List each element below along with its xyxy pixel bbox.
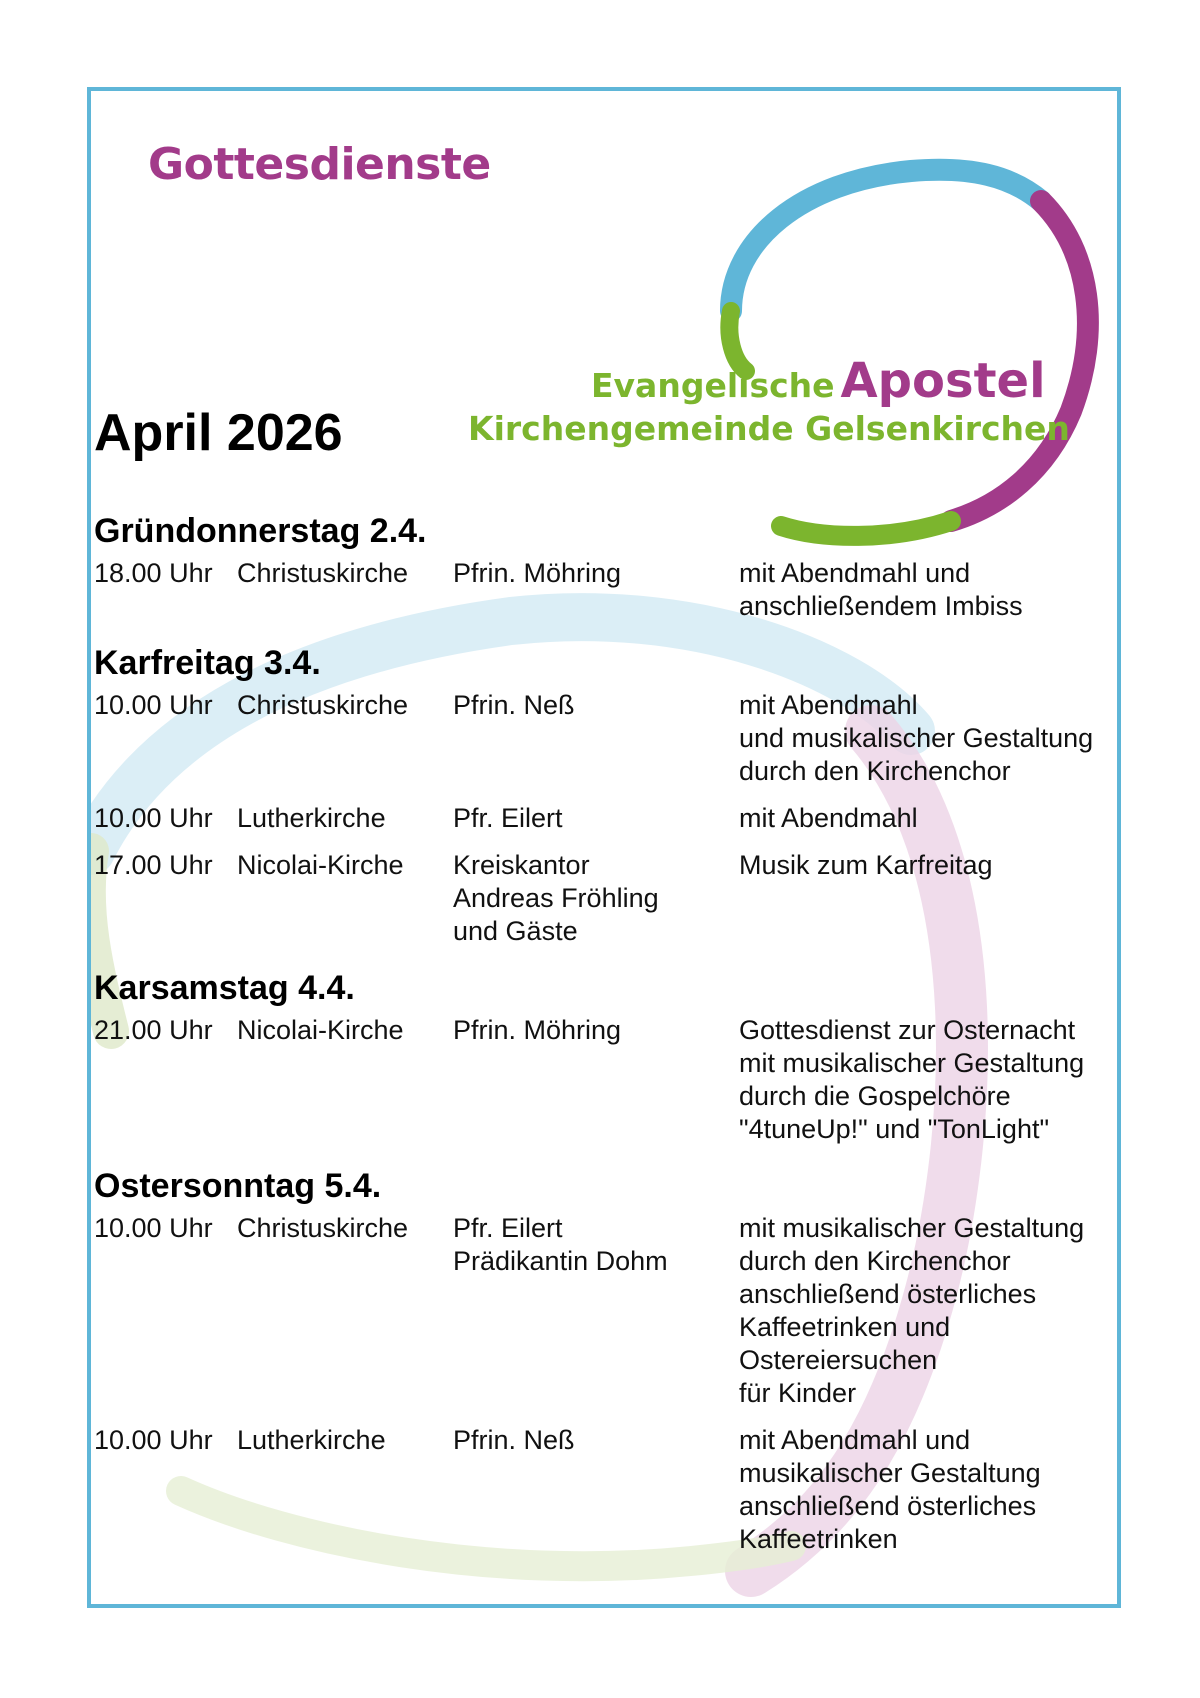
service-note: Musik zum Karfreitag xyxy=(739,850,993,880)
service-time: 10.00 Uhr xyxy=(94,803,213,833)
logo-wordmark-line1 xyxy=(591,353,1046,409)
service-row xyxy=(94,849,1114,948)
service-church: Christuskirche xyxy=(237,558,409,588)
service-person: Pfrin. Möhring xyxy=(453,1015,622,1045)
service-church: Christuskirche xyxy=(237,690,409,720)
day-title: Karfreitag 3.4. xyxy=(94,644,321,682)
service-row xyxy=(94,557,1114,623)
service-time: 10.00 Uhr xyxy=(94,690,213,720)
service-time: 10.00 Uhr xyxy=(94,1425,213,1455)
service-church: Nicolai-Kirche xyxy=(237,850,404,880)
service-note: mit Abendmahl und musikalischer Gestaltung anschließend österliches Kaffeetrinken xyxy=(739,1425,1041,1554)
service-time: 21.00 Uhr xyxy=(94,1015,213,1045)
service-row xyxy=(94,1212,1114,1410)
service-row xyxy=(94,802,1114,835)
service-time: 17.00 Uhr xyxy=(94,850,213,880)
service-person: Pfrin. Neß xyxy=(453,1425,575,1455)
page-frame xyxy=(87,87,1121,1608)
service-note: Gottesdienst zur Osternacht mit musikalischer Gestaltung durch die Gospelchöre "4tuneUp!" und "TonLight" xyxy=(739,1015,1085,1144)
service-row xyxy=(94,689,1114,788)
service-person: Kreiskantor Andreas Fröhling und Gäste xyxy=(453,850,659,946)
day-section xyxy=(94,505,1114,623)
service-note: mit Abendmahl und musikalischer Gestaltung durch den Kirchenchor xyxy=(739,690,1094,786)
logo-evangelische: Evangelische xyxy=(591,366,835,405)
day-section xyxy=(94,1160,1114,1556)
service-row xyxy=(94,1424,1114,1556)
day-section xyxy=(94,962,1114,1146)
day-section xyxy=(94,637,1114,948)
service-row xyxy=(94,1014,1114,1146)
day-title: Ostersonntag 5.4. xyxy=(94,1167,382,1205)
service-note: mit Abendmahl xyxy=(739,803,918,833)
service-church: Christuskirche xyxy=(237,1213,409,1243)
service-time: 18.00 Uhr xyxy=(94,558,213,588)
logo-apostel: Apostel xyxy=(840,353,1046,409)
service-church: Lutherkirche xyxy=(237,803,386,833)
service-person: Pfr. Eilert xyxy=(453,803,563,833)
day-title: Gründonnerstag 2.4. xyxy=(94,512,427,550)
service-schedule xyxy=(94,501,1114,1570)
service-church: Nicolai-Kirche xyxy=(237,1015,404,1045)
page-title: Gottesdienste xyxy=(148,139,491,190)
day-title: Karsamstag 4.4. xyxy=(94,969,355,1007)
service-note: mit Abendmahl und anschließendem Imbiss xyxy=(739,558,1023,621)
month-heading: April 2026 xyxy=(94,404,343,462)
service-church: Lutherkirche xyxy=(237,1425,386,1455)
service-person: Pfrin. Möhring xyxy=(453,558,622,588)
service-person: Pfr. Eilert Prädikantin Dohm xyxy=(453,1213,668,1276)
service-note: mit musikalischer Gestaltung durch den Kirchenchor anschließend österliches Kaffeetrinken und Ostereiersuchen für Kinder xyxy=(739,1213,1085,1408)
service-person: Pfrin. Neß xyxy=(453,690,575,720)
logo-wordmark-line2: Kirchengemeinde Gelsenkirchen xyxy=(468,409,1070,448)
service-time: 10.00 Uhr xyxy=(94,1213,213,1243)
